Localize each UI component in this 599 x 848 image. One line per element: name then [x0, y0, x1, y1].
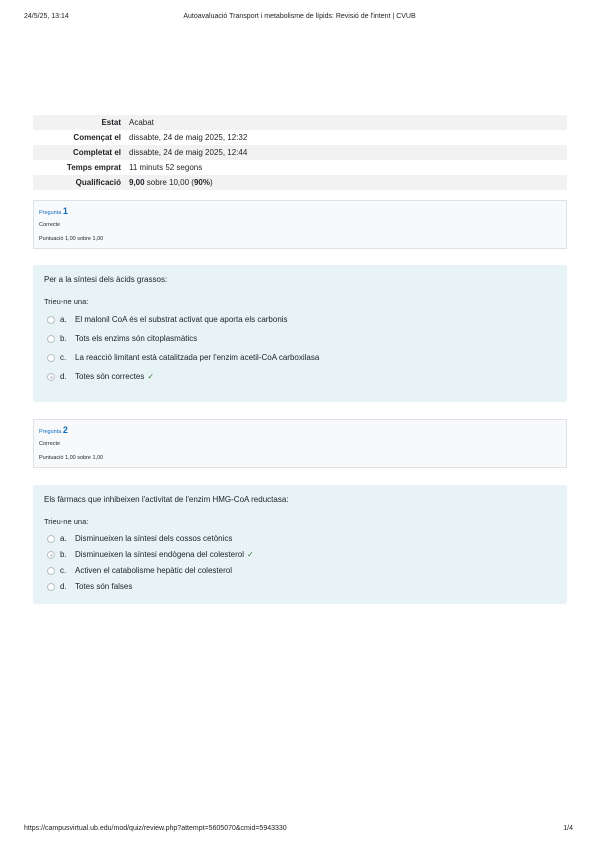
answer-text: [75, 550, 254, 559]
question-text: Els fàrmacs que inhibeixen l'activitat de l'enzim HMG-CoA reductasa:: [44, 495, 289, 504]
answer-letter: a.: [60, 534, 67, 543]
answer-letter: d.: [60, 582, 67, 591]
grade-close: ): [209, 178, 213, 187]
answer-text: Disminueixen la síntesi dels cossos cetònics: [75, 534, 233, 543]
print-url: https://campusvirtual.ub.edu/mod/quiz/review.php?attempt=5605070&cmid=5943330: [24, 825, 287, 832]
radio-button-checked[interactable]: [47, 551, 55, 559]
question-label: Pregunta: [39, 210, 62, 216]
correct-check-icon: ✓: [147, 372, 155, 381]
question-2-info: [33, 419, 567, 468]
answer-text: La reacció limitant està catalitzada per l'enzim acetil-CoA carboxilasa: [75, 353, 320, 362]
attempt-summary-table: [33, 115, 567, 190]
summary-label: Estat: [101, 118, 121, 127]
question-number: [39, 206, 68, 216]
question-1-formulation: [33, 265, 567, 402]
summary-value: 11 minuts 52 segons: [129, 163, 203, 172]
summary-row-time-taken: [33, 160, 567, 175]
summary-row-grade: [33, 175, 567, 190]
page-counter: 1/4: [563, 825, 573, 832]
answer-letter: a.: [60, 315, 67, 324]
question-label: Pregunta: [39, 429, 62, 435]
answer-text-label: Totes són correctes: [75, 372, 145, 381]
summary-label: Començat el: [73, 133, 121, 142]
answer-text: Activen el catabolisme hepàtic del colesterol: [75, 566, 232, 575]
answer-text-label: Disminueixen la síntesi endògena del colesterol: [75, 550, 244, 559]
question-1-info: [33, 200, 567, 249]
summary-row-completed: [33, 145, 567, 160]
question-number-value: 2: [62, 425, 68, 435]
print-page-title: Autoavaluació Transport i metabolisme de lípids: Revisió de l'intent | CVUB: [183, 13, 416, 20]
summary-value: dissabte, 24 de maig 2025, 12:32: [129, 133, 248, 142]
question-state: Correcte: [39, 441, 61, 447]
answer-text: Totes són falses: [75, 582, 133, 591]
summary-row-state: [33, 115, 567, 130]
radio-button[interactable]: [47, 354, 55, 362]
answer-text: [75, 372, 154, 381]
radio-button[interactable]: [47, 316, 55, 324]
summary-value: [125, 175, 567, 190]
radio-button-checked[interactable]: [47, 373, 55, 381]
summary-label: Qualificació: [75, 178, 121, 187]
question-2-formulation: [33, 485, 567, 604]
question-text: Per a la síntesi dels àcids grassos:: [44, 275, 168, 284]
grade-out-of: sobre 10,00 (: [144, 178, 194, 187]
question-state: Correcte: [39, 222, 61, 228]
answer-letter: c.: [60, 353, 67, 362]
summary-value: Acabat: [129, 118, 154, 127]
radio-button[interactable]: [47, 567, 55, 575]
question-grade: Puntuació 1,00 sobre 1,00: [39, 455, 104, 461]
answer-prompt: Trieu-ne una:: [44, 517, 89, 526]
answer-text: Tots els enzims són citoplasmàtics: [75, 334, 198, 343]
summary-label: Temps emprat: [66, 163, 121, 172]
question-number: [39, 425, 68, 435]
answer-letter: d.: [60, 372, 67, 381]
print-date: 24/5/25, 13:14: [24, 13, 69, 20]
answer-letter: b.: [60, 550, 67, 559]
grade-score: 9,00: [129, 178, 145, 187]
answer-text: El malonil CoA és el substrat activat que aporta els carbonis: [75, 315, 288, 324]
question-grade: Puntuació 1,00 sobre 1,00: [39, 236, 104, 242]
radio-button[interactable]: [47, 335, 55, 343]
summary-value: dissabte, 24 de maig 2025, 12:44: [129, 148, 248, 157]
question-number-value: 1: [62, 206, 68, 216]
grade-percent: 90%: [193, 178, 210, 187]
summary-label: Completat el: [72, 148, 121, 157]
correct-check-icon: ✓: [247, 550, 254, 559]
summary-row-started: [33, 130, 567, 145]
answer-prompt: Trieu-ne una:: [44, 297, 89, 306]
answer-letter: b.: [60, 334, 67, 343]
radio-button[interactable]: [47, 583, 55, 591]
answer-letter: c.: [60, 566, 67, 575]
radio-button[interactable]: [47, 535, 55, 543]
